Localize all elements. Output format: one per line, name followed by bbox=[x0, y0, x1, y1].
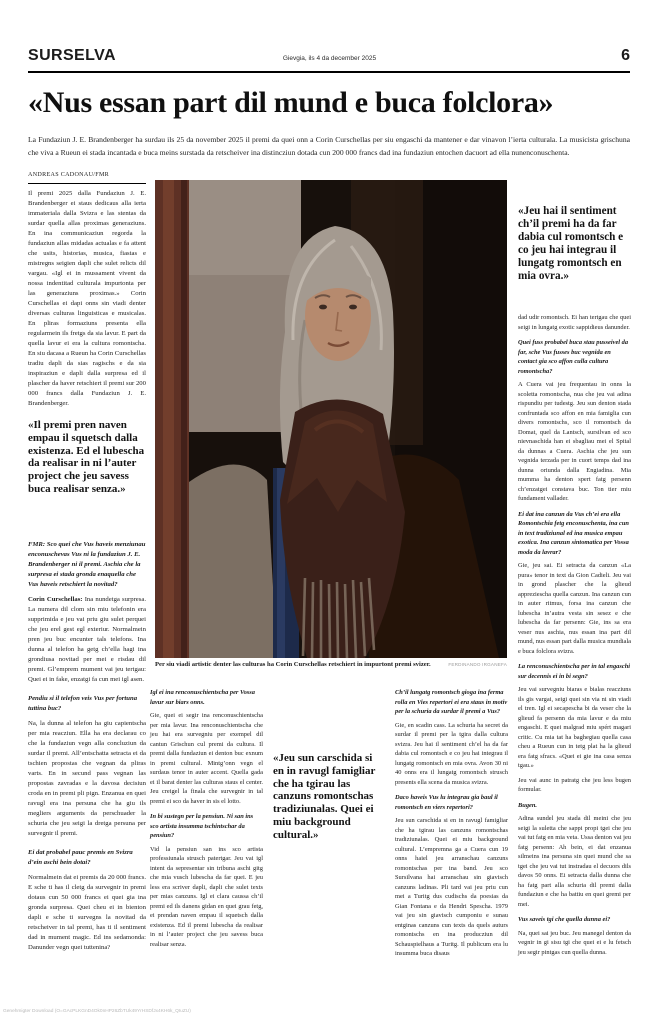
interview-question: Ei dat ina canzun da Vus ch’ei era ella Romontschia fetg enconuschenta, ina cun in text tradiziunal ed ina musica empau exotica. Ina canzun sintomatica per Vossa moda da lavrar? bbox=[518, 510, 629, 556]
interview-answer: A Cuera vai jeu frequentau in onns la scoletta romontscha, nua che jeu vai adina rispundiu per tudestg. Jeu sun denton stada confruntada sco affon en mia famiglia cun divers romontschs, sco il romontsch da Domat, quel da Lantsch, sursilvan ed sco nievnaschida han ei sbagliau mei el Spital da dunnas a Cuera. Aschia che jeu sun vegnida terzada per in cuort temps dad ina dunna oriunda dalla Engiadina. Mia mumma ha denton spert fatg persenn ch’enzatgei constava buc. Ton tier miu fundament vallader. bbox=[518, 381, 631, 502]
photo-caption-row bbox=[155, 661, 507, 669]
interview-question: In bi sustegn per la pensiun. Ni san ins sco artista insumma tschintschar da pensiun? bbox=[150, 813, 254, 839]
eye-left bbox=[319, 305, 327, 310]
interview-question: Bugen. bbox=[518, 801, 538, 809]
interview-question: Ch’il lungatg romontsch gioga ina ferma rolla en Vies repertori ei era staus in motiv per la schuria da surdar il premi a Vus? bbox=[395, 689, 508, 715]
portrait-photo bbox=[155, 180, 507, 658]
photo-caption: Per siu viadi artistic denter las culturas ha Corin Curschellas retschiert in impurtont premi svizer. bbox=[155, 661, 431, 668]
interview-question: Ei dat probabel pauc premis en Svizra d’ein aschi bein dotai? bbox=[28, 848, 133, 866]
interview-answer: Gie, en scadin cass. La schuria ha secret da surdar il premi per la tgira dalla cultura svizra. Jeu hai il sentiment ch’el ha da far dabia cul romontsch e co jeu hai integrau il lungatg romontsch en mia ovra. Avon 30 ni 40 onns era il lungatg romontsch strusch presents ella scena da musica svizra. bbox=[395, 721, 508, 786]
interview-question: La renconuschientscha per in tal engaschi sur decennis ei in bi segn? bbox=[518, 663, 631, 680]
headline: «Nus essan part dil mund e buca folclora» bbox=[28, 86, 554, 119]
interview-question: Vus saveis tgi che quella dunna ei? bbox=[518, 916, 611, 923]
column-4 bbox=[395, 688, 508, 959]
column-5 bbox=[518, 205, 631, 957]
interview-answer bbox=[28, 595, 146, 685]
section-title: SURSELVA bbox=[28, 47, 116, 64]
pull-quote-carschida: «Jeu sun carschida si en in ravugl famigliar che ha tgirau las canzuns romontschas tradiziunalas. Quei ei miu background cultural.» bbox=[273, 752, 376, 841]
lead-paragraph: La Fundaziun J. E. Brandenberger ha surdau ils 25 da november 2025 il premi da quei onn a Corin Curschellas per siu engaschi da mantener e dar vinavon l’ierta culturala. La musicista grischuna che viva a Rueun ei stada incantada e buca meins surstada da retscheiver ina distincziun dotada cun 200 000 francs dad ina fundaziun entochen dacuort ad ella nunenconuschenta. bbox=[28, 135, 630, 157]
interview-answer: Gie, quei ei segir ina renconuschientscha per mia lavur. Ina renconuschientscha che jeu hai era survegniu per exempel dil cantun Grischun cul premi da cultura. Il premi dalla fundaziun ei denton buc exnum in premi cultural. Mintg’onn vegn el surdaus tenor in auter accent. Quella gada ei il barat denter las culturas staus el center. Jeu creigel la finala che survegnir in tal premi ei sco da haver in sis el lotto. bbox=[150, 712, 263, 805]
interview-question: FMR: Sco quei che Vus haveis menziunau enconuschevas Vus ni la fundaziun J. E. Brandenberger ni il premi. Aschia che la surpresa ei stada gronda enaquella che Vus haveis retschiert la novitad? bbox=[28, 540, 146, 588]
header-rule bbox=[28, 71, 630, 73]
interview-answer: Na, quei sai jeu buc. Jeu manegel denton da vegnir in gi sisu tgi che quei ei e lu fetsch jeu segir pintgas cun quella dunna. bbox=[518, 929, 631, 956]
interview-answer: Jeu vai aunc in patratg che jeu less bugen formular. bbox=[518, 776, 631, 793]
watermark: Genehmigter Download (O=GAcPLKGnD4Ok0nHP26ZbTUk49YrHSDfJx4KH6k_QIuZU) bbox=[3, 1009, 191, 1014]
pull-quote-premi: «Il premi pren naven empau il squetsch dalla existenza. Ed el lubescha da realisar in ni l’auter project che jeu savess buca realisar senza.» bbox=[28, 419, 145, 495]
interview-question: Pendiu si il telefon veis Vus per fortuna tuttina buc? bbox=[28, 694, 138, 712]
interview-question: Daco haveis Vus lu integrau gia baul il romontsch en viers repertori? bbox=[395, 794, 498, 811]
portrait-photo-illustration bbox=[155, 180, 507, 658]
interview-answer: Jeu sun carschida si en in ravugl famigliar che ha tgirau las canzuns romontschas tradiziunalas. Quei ei miu background cultural. L’empremna ga a Cuera cun 19 onns haiel jeu arranschau canzuns romontschas per ina band. Jeu sco Sursilvana hai arranschau sin giavisch canzuns ladinas. Pli tard vai jeu priu cun mei a Turitg dus cudischs da poesias da Gian Fontana e da Hendri Spescha. 1979 vai jeu sin giavisch cumponiu e sunau entginas canzuns cun texts da quels auturs romontschs en ina producziun dil Schauspielhaus a Turitg. Il publicum era lu insumma buca disaus bbox=[395, 817, 508, 957]
pull-quote-sentiment: «Jeu hai il sentiment ch’il premi ha da far dabia cul romontsch e co jeu hai integrau il lungatg romontsch en mia ovra.» bbox=[518, 205, 624, 282]
interview-answer: Jeu vai survegniu biaras e bialas reacziuns ils gis vargai, seigi quei sin via ni sin viadi el tren. Igl ei secapescha bi da veser che la glieud fa persenn da mia lavur e da miu engaschi. E quei malgrad miu spért magari critic. Cu mia tat ha baghegiau quella casa cheu a Rueun cun in tetg plat ha la glieud era fatg sfracs. «Quei ei gie ina casa senza tgau.» bbox=[518, 686, 631, 769]
interview-answer: Normalmein dat ei premis da 20 000 francs. E sche ti has il cletg da survegnir in premi dotaus cun 50 000 francs ei quei gia ina gronda surpresa. Quei cheu ei in bienton dapli e sche ti survegns la novitad da retscheiver in tal premi, has ti il sentiment dad in mument magic. Ed ins sedamonda: Danunder vegn quei tuttenina? bbox=[28, 873, 146, 951]
continuation-paragraph: dad udir romontsch. Ei han tertgau che quei seigi in lungatg exotic sappidieus danunder. bbox=[518, 314, 631, 331]
interview-answer: Adina sundel jeu stada dil meini che jeu seigi la suletta che sappi propi tgei che jeu vai tut fatg en mia veta. Ussa denton vai jeu fatg persenn: Ah bein, ei dat enzanua silmeins ina persuna sin quei mund che sa tgei che jeu vai tut instradau el decuors dils davos 50 onns. Ei setracta dalla dunna che ha fatg part alla schuria dil premi dalla fundaziun e che ha battiu en quei gremi per mei. bbox=[518, 815, 631, 908]
interview-answer: Gie, jeu sai. Ei setracta da canzun «La pura» tenor in text da Gion Cadieli. Jeu vai in grond plascher che la glieud appreziescha quella canzun. Ina canzun cun in auter ritmus, forsa ina canzun che lubescha in’autra vesta sin sesez e che lubescha da far persenn: Gie, ins sa era veser nus aschia, nus essan ina part dil mund, nus essan part dalla musica mundiala e buca folclora svizra. bbox=[518, 562, 631, 655]
eye-right bbox=[349, 305, 357, 310]
interview-answer: Na, la dunna al telefon ha giu capientscha per mia reacziun. Ella ha era declarau co che la fundaziun vegn alla concluziun da surdar il premi. All’entschatta setracta ei da tschien propostas che vegnan da pliras varts. En in secund pass vegnan las propostas zavradas e la davosa decisiun croda en in premi pli pign. Enzanua en quei ravugl era ina persuna che ha giu ils megliers arguments da perschuader la schuria che jeu seigi la dretga persuna per survegnir il premi. bbox=[28, 719, 146, 837]
coat-left bbox=[189, 464, 277, 658]
speaker-name: Corin Curschellas: bbox=[28, 595, 83, 603]
interview-answer: Vid la pensiun san ins sco artista professiunala strusch patertgar. Jeu vai igl intent da sepresentar sin tribuna aschi gitg che mia vusch lubescha da far quei. E jeu less era scriver dapli, dapli che sulet texts per mias canzuns. Igl ei clara caussa ch’il premi ed ils danens gidan en quei grau fetg, ei prendan naven empau il squetsch dalla existenza. Ed il premi lubescha da realisar in ni l’auter project che jeu savess buca realisar senza. bbox=[150, 845, 263, 948]
interview-question: Igl ei ina renconuschientscha per Vossa lavur sur biars onns. bbox=[150, 689, 255, 706]
byline: ANDREAS CADONAU/FMR bbox=[28, 170, 146, 184]
interview-question: Quei fuss probabel buca stau pusseivel da far, sche Vus fusses buc vegnida en contact gia sco affon culla cultura romontscha? bbox=[518, 339, 629, 375]
column-1 bbox=[28, 170, 146, 953]
answer-text: Ina nundetga surpresa. La numera dil clom sin miu telefonin era supprimida e jeu vai priu giu sulet perquei che jeu erel gest egl exteriur. Normalmein pren jeu buc encunter tals telefons. Ina dunna al telefon ha getg ch’ella hagi ina grondiusa novitad per mei e risdau dil premi. Gl’emprem mument vai jeu tertgau: Quei ei in fake, enzatgi fa cun mei igl asen. bbox=[28, 595, 147, 683]
page-number: 6 bbox=[621, 47, 630, 64]
photo-credit: FERDINANDO IRGANEFA bbox=[448, 662, 507, 667]
column-2 bbox=[150, 688, 263, 949]
intro-paragraph: Il premi 2025 dalla Fundaziun J. E. Brandenberger ei staus dedicaus alla ierta immateriala dalla Svizra e las stentas da surdar quella allas proximas generaziuns. En ina communicaziun regorda la fundaziun allas midadas actualas e fa attent che usits, historias, musica, fiastas e mistregns seigien dapli che sulet relicts dil vargau. «Igl ei in mussament vivent da nossa indentitad culturala impurtonta per las generaziuns proximas.» Corin Curschellas ei dapi onns sin viadi denter diversas culturas linguisticas e musicalas. En pliras formaziuns presenta ella regularmein ils fretgs da sia lavur. E part da quella lavur ei era la cultura romontscha. En siu dacasa a Rueun ha Corin Curschellas tradiu dapli da sias ragischs e da sia inspiraziun e dapli dalla surpresa ed il plascher da haver retschiert il premi sur 200 000 francs dalla Fundaziun J. E. Brandenberger. bbox=[28, 190, 146, 407]
header-date: Gievgia, ils 4 da december 2025 bbox=[282, 55, 377, 62]
